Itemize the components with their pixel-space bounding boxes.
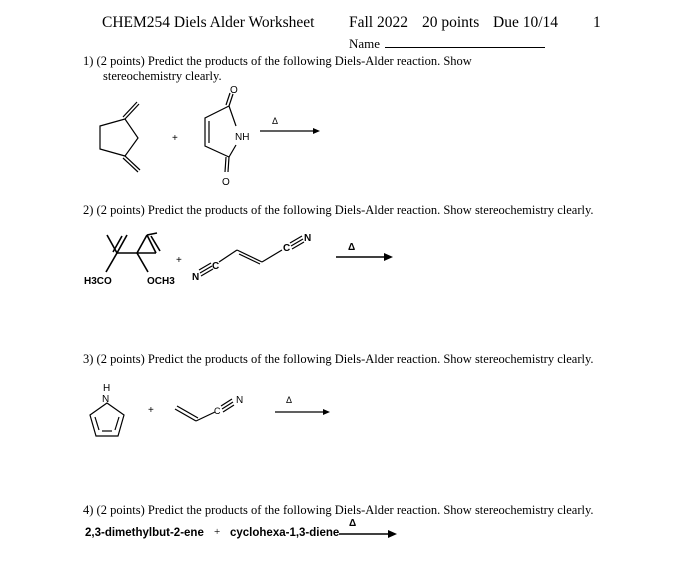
question-2-number: 2) [83,203,94,217]
q3-plus-sign: + [148,405,154,416]
question-3-number: 3) [83,352,94,366]
q1-oxygen-bottom: O [222,177,230,188]
worksheet-title: Diels Alder Worksheet [173,14,315,31]
q3-reaction-arrow [275,409,330,415]
q2-diene-structure [106,233,160,272]
q3-pyrrole-structure [90,403,124,436]
q2-nitrogen-right: N [304,233,312,244]
q3-carbon-label: C [214,406,221,416]
q3-heat-symbol: Δ [286,395,293,405]
q4-plus-sign: + [214,526,221,538]
points-total: 20 points [422,14,480,31]
q1-plus-sign: + [172,133,178,144]
q2-nitrogen-left: N [192,272,200,283]
q2-plus-sign: + [176,255,182,266]
q1-diene-structure [100,102,140,172]
question-4-number: 4) [83,503,94,517]
q4-reactant-1: 2,3-dimethylbut-2-ene [85,527,204,539]
page-number: 1 [593,14,601,31]
q4-reaction-arrow [339,530,397,538]
q4-heat-symbol: Δ [349,518,357,529]
q2-carbon-right: C [283,243,291,254]
q1-nh-label: NH [235,132,250,143]
q3-acrylonitrile-structure [175,399,234,421]
name-label: Name [349,36,381,51]
question-1-text-cont: stereochemistry clearly. [103,69,222,83]
q2-h3co-label: H3CO [84,276,112,287]
question-1-number: 1) [83,54,94,68]
q2-och3-label: OCH3 [147,276,175,287]
question-4-text: (2 points) Predict the products of the following Diels-Alder reaction. Show stereochemistry clearly. [96,503,594,517]
q2-heat-symbol: Δ [348,242,356,253]
term: Fall 2022 [349,14,408,31]
q1-oxygen-top: O [230,85,238,96]
due-date: Due 10/14 [493,14,559,31]
question-2-text: (2 points) Predict the products of the following Diels-Alder reaction. Show stereochemistry clearly. [96,203,594,217]
q1-reaction-arrow [260,128,320,134]
q3-nitrogen-nitrile: N [236,395,244,406]
q1-heat-symbol: Δ [272,116,279,126]
course-code: CHEM254 [102,14,171,31]
q2-reaction-arrow [336,253,393,261]
q4-reactant-2: cyclohexa-1,3-diene [230,527,340,539]
question-3-text: (2 points) Predict the products of the following Diels-Alder reaction. Show stereochemistry clearly. [96,352,594,366]
q3-nitrogen-label: N [102,394,110,405]
q3-hydrogen-label: H [103,383,111,394]
q2-carbon-left: C [212,261,220,272]
question-1-text: (2 points) Predict the products of the following Diels-Alder reaction. Show [96,54,472,68]
q1-maleimide-structure [205,93,236,172]
